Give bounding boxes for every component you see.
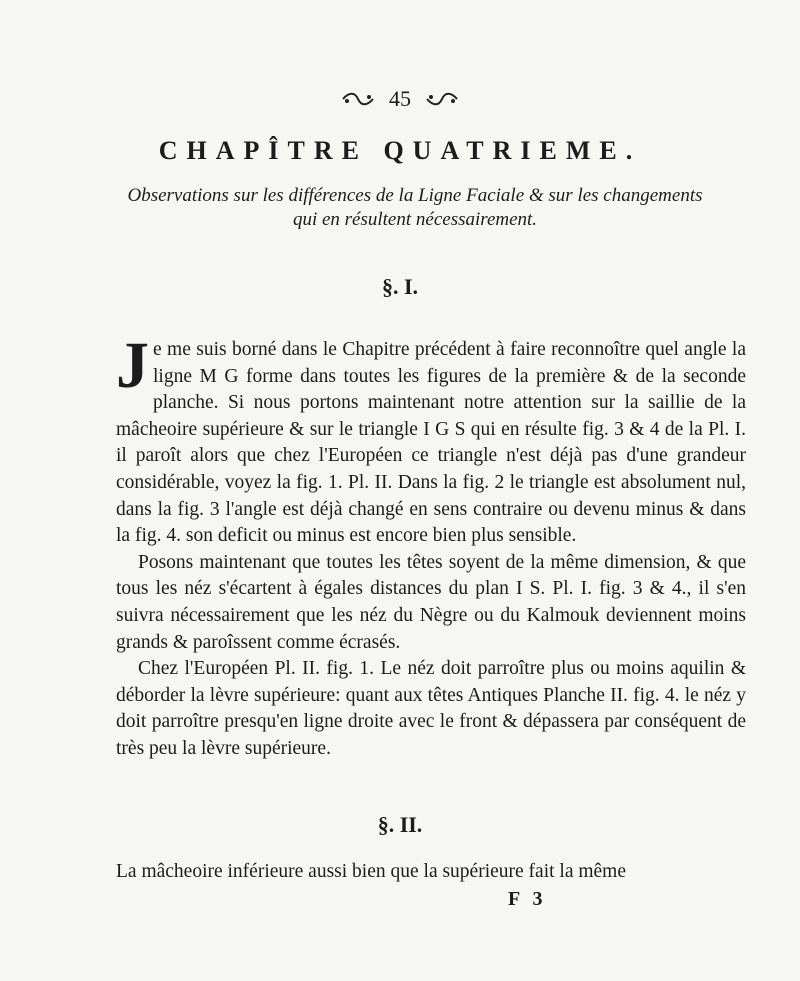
section-heading-1: §. I. [381,274,419,299]
page-number: 45 [389,86,411,111]
chapter-title: CHAPÎTRE QUATRIEME. [158,136,642,165]
section-heading-2: §. II. [377,812,423,837]
signature-mark: F 3 [508,888,547,910]
paragraph-1 [116,329,746,550]
section-1-body [116,329,746,763]
chapter-subtitle: Observations sur les différences de la Ligne Faciale & sur les changements qui en résultent nécessairement. [127,185,703,230]
paragraph-2: Posons maintenant que toutes les têtes soyent de la même dimension, & que tous les néz s'écartent à égales distances du plan I S. Pl. I. fig. 3 & 4., il s'en suivra nécessairement que les néz du Nègre ou du Kalmouk deviennent moins grands & paroîssent comme écrasés. [116,551,746,653]
paragraph-3: Chez l'Européen Pl. II. fig. 1. Le néz doit parroître plus ou moins aquilin & déborder la lèvre supérieure: quant aux têtes Antiques Planche II. fig. 4. le néz y doit parroître presqu'en ligne droite avec le front & dépassera par conséquent de très peu la lèvre supérieure. [116,658,746,759]
drop-cap: J [116,329,149,402]
fleuron-right-icon [425,92,459,106]
paragraph-1-text: e me suis borné dans le Chapitre précédent à faire reconnoître quel angle la ligne M G forme dans toutes les figures de la première & de la seconde planche. Si nous portons maintenant notre attention sur la saillie de la mâcheoire supérieure & sur le triangle I G S qui en résulte fig. 3 & 4 de la Pl. I. il paroît alors que chez l'Européen ce triangle n'est déjà pas d'une grandeur considérable, voyez la fig. 1. Pl. II. Dans la fig. 2 le triangle est absolument nul, dans la fig. 3 l'angle est déjà changé en sens contraire ou devenu minus & dans la fig. 4. son deficit ou minus est encore bien plus sensible. [116,339,746,547]
section-2-body [116,859,746,886]
paragraph-4: La mâcheoire inférieure aussi bien que la supérieure fait la même [116,861,627,882]
fleuron-left-icon [341,92,375,106]
page-header [0,86,800,112]
